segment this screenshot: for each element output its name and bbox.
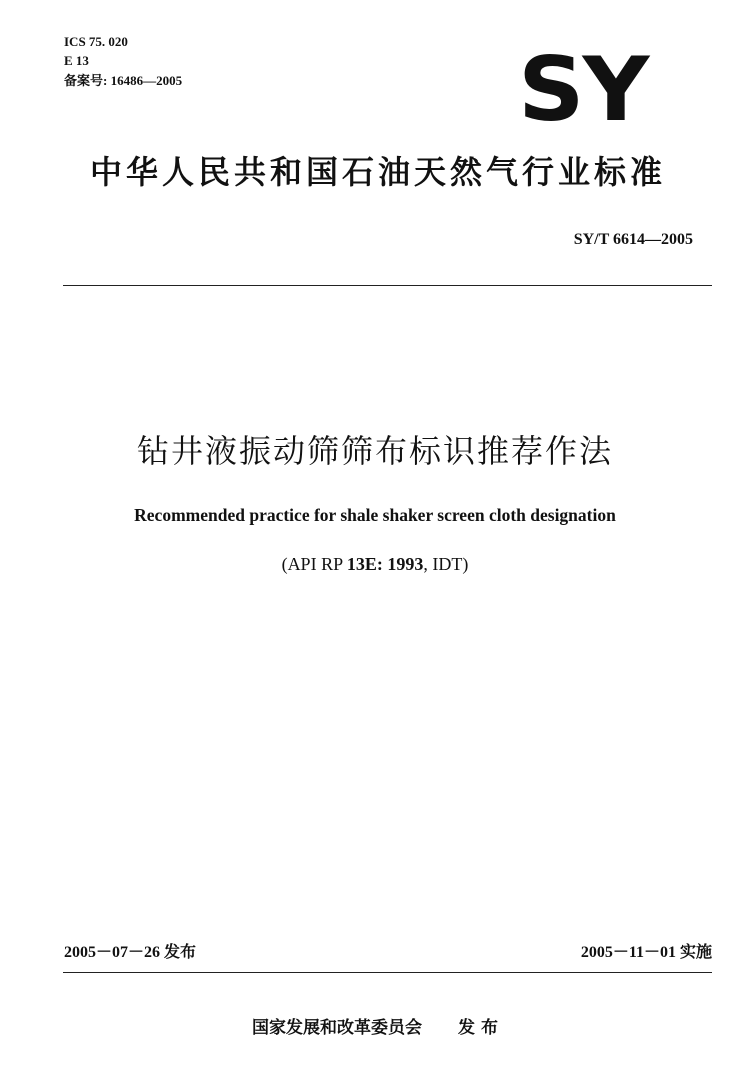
top-divider	[63, 285, 712, 286]
adoption-prefix: API RP	[287, 554, 347, 574]
standard-category-title: 中华人民共和国石油天然气行业标准	[90, 153, 667, 191]
issue-date: 2005－07－26 发布	[64, 944, 197, 961]
adoption-number: 13E: 1993	[346, 554, 424, 574]
bottom-divider	[63, 972, 712, 973]
adoption-open: (	[281, 554, 288, 574]
issuer-action: 发 布	[458, 1018, 498, 1038]
adoption-close: )	[462, 554, 469, 574]
document-title-en: Recommended practice for shale shaker screen cloth designation	[134, 505, 616, 525]
implementation-date: 2005－11－01 实施	[580, 944, 712, 961]
ics-code: ICS 75. 020	[64, 34, 128, 49]
issuer-line	[0, 1016, 750, 1040]
adoption-suffix: , IDT	[423, 554, 463, 574]
issuer-name: 国家发展和改革委员会	[252, 1018, 423, 1038]
record-number: 备案号: 16486—2005	[64, 73, 183, 88]
adoption-note	[0, 552, 750, 576]
classification-code: E 13	[64, 53, 89, 68]
sy-logo: SY	[518, 38, 648, 141]
standard-code: SY/T 6614—2005	[573, 231, 693, 248]
document-title-cn: 钻井液振动筛筛布标识推荐作法	[136, 432, 613, 470]
